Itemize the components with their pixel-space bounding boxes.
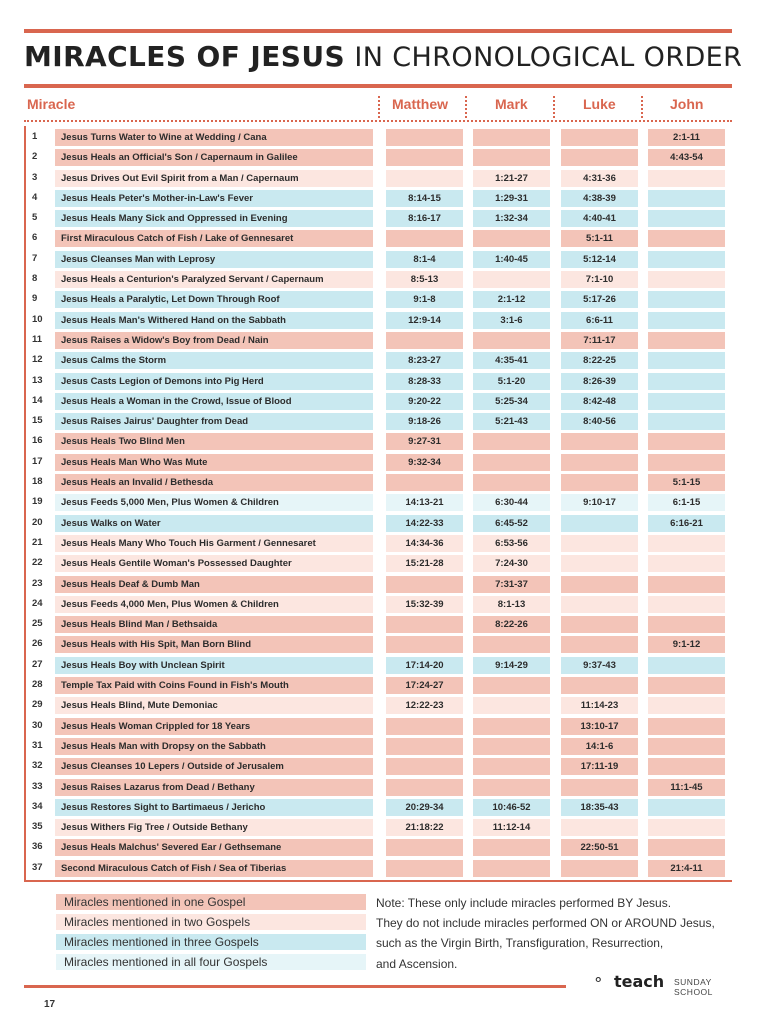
luke-reference: 6:6-11 <box>561 312 638 329</box>
page-title <box>24 40 744 73</box>
row-number: 29 <box>32 699 43 711</box>
table-row <box>24 514 734 534</box>
mark-reference <box>473 271 550 288</box>
john-reference <box>648 616 725 633</box>
row-number: 17 <box>32 455 43 467</box>
mark-reference <box>473 779 550 796</box>
title-underline <box>24 84 732 88</box>
row-number: 20 <box>32 516 43 528</box>
table-row <box>24 676 734 696</box>
mark-reference: 8:22-26 <box>473 616 550 633</box>
john-reference <box>648 576 725 593</box>
matthew-reference: 14:13-21 <box>386 494 463 511</box>
legend-one-gospel: Miracles mentioned in one Gospel <box>56 894 366 910</box>
mark-reference: 5:1-20 <box>473 373 550 390</box>
row-number: 4 <box>32 191 38 203</box>
table-row <box>24 615 734 635</box>
header-luke: Luke <box>583 96 616 112</box>
miracle-name: Jesus Heals Man's Withered Hand on the Sabbath <box>55 312 373 329</box>
table-row <box>24 717 734 737</box>
john-reference: 9:1-12 <box>648 636 725 653</box>
matthew-reference <box>386 149 463 166</box>
luke-reference <box>561 555 638 572</box>
row-number: 32 <box>32 760 43 772</box>
luke-reference <box>561 474 638 491</box>
row-number: 35 <box>32 821 43 833</box>
luke-reference: 8:40-56 <box>561 413 638 430</box>
matthew-reference: 14:22-33 <box>386 515 463 532</box>
row-number: 7 <box>32 252 38 264</box>
header-matthew: Matthew <box>392 96 448 112</box>
luke-reference: 8:26-39 <box>561 373 638 390</box>
luke-reference <box>561 677 638 694</box>
luke-reference: 7:11-17 <box>561 332 638 349</box>
table-row <box>24 209 734 229</box>
row-number: 36 <box>32 841 43 853</box>
row-number: 10 <box>32 313 43 325</box>
john-reference <box>648 555 725 572</box>
matthew-reference: 20:29-34 <box>386 799 463 816</box>
miracle-name: Jesus Heals Gentile Woman's Possessed Daughter <box>55 555 373 572</box>
luke-reference: 8:42-48 <box>561 393 638 410</box>
miracle-name: Jesus Drives Out Evil Spirit from a Man / Capernaum <box>55 170 373 187</box>
miracle-name: Jesus Heals Peter's Mother-in-Law's Fever <box>55 190 373 207</box>
john-reference: 6:16-21 <box>648 515 725 532</box>
header-dotted-rule <box>24 120 732 122</box>
table-row <box>24 351 734 371</box>
john-reference <box>648 230 725 247</box>
mark-reference: 5:21-43 <box>473 413 550 430</box>
matthew-reference: 17:24-27 <box>386 677 463 694</box>
mark-reference: 1:29-31 <box>473 190 550 207</box>
table-row <box>24 635 734 655</box>
john-reference <box>648 738 725 755</box>
matthew-reference <box>386 474 463 491</box>
john-reference: 21:4-11 <box>648 860 725 877</box>
table-row <box>24 493 734 513</box>
luke-reference <box>561 779 638 796</box>
john-reference <box>648 454 725 471</box>
matthew-reference: 21:18:22 <box>386 819 463 836</box>
john-reference <box>648 393 725 410</box>
matthew-reference <box>386 332 463 349</box>
table-row <box>24 818 734 838</box>
miracle-name: Jesus Withers Fig Tree / Outside Bethany <box>55 819 373 836</box>
john-reference <box>648 839 725 856</box>
note <box>376 893 736 974</box>
miracle-name: Jesus Heals Blind, Mute Demoniac <box>55 697 373 714</box>
table-row <box>24 453 734 473</box>
row-number: 12 <box>32 354 43 366</box>
mark-reference <box>473 230 550 247</box>
john-reference <box>648 799 725 816</box>
luke-reference <box>561 576 638 593</box>
row-number: 14 <box>32 394 43 406</box>
table-row <box>24 534 734 554</box>
luke-reference <box>561 636 638 653</box>
table-row <box>24 250 734 270</box>
john-reference: 6:1-15 <box>648 494 725 511</box>
legend-four-gospels: Miracles mentioned in all four Gospels <box>56 954 366 970</box>
luke-reference: 4:40-41 <box>561 210 638 227</box>
luke-reference: 8:22-25 <box>561 352 638 369</box>
miracle-name: Jesus Heals Boy with Unclean Spirit <box>55 657 373 674</box>
row-number: 13 <box>32 374 43 386</box>
luke-reference <box>561 454 638 471</box>
mark-reference <box>473 636 550 653</box>
header-divider <box>378 96 380 118</box>
matthew-reference: 8:28-33 <box>386 373 463 390</box>
mark-reference <box>473 860 550 877</box>
table-row <box>24 432 734 452</box>
mark-reference <box>473 677 550 694</box>
miracle-name: Jesus Heals a Centurion's Paralyzed Servant / Capernaum <box>55 271 373 288</box>
header-john: John <box>670 96 704 112</box>
row-number: 15 <box>32 415 43 427</box>
miracle-name: Jesus Cleanses Man with Leprosy <box>55 251 373 268</box>
row-number: 21 <box>32 536 43 548</box>
mark-reference: 10:46-52 <box>473 799 550 816</box>
row-number: 8 <box>32 273 38 285</box>
matthew-reference <box>386 129 463 146</box>
luke-reference: 22:50-51 <box>561 839 638 856</box>
mark-reference: 1:40-45 <box>473 251 550 268</box>
luke-reference <box>561 596 638 613</box>
miracle-name: Jesus Casts Legion of Demons into Pig Herd <box>55 373 373 390</box>
title-bold: MIRACLES OF JESUS <box>24 40 346 73</box>
luke-reference <box>561 515 638 532</box>
row-number: 16 <box>32 435 43 447</box>
row-number: 26 <box>32 638 43 650</box>
john-reference: 5:1-15 <box>648 474 725 491</box>
table-row <box>24 372 734 392</box>
miracle-name: Jesus Raises Jairus' Daughter from Dead <box>55 413 373 430</box>
header-divider <box>465 96 467 118</box>
miracle-name: Jesus Heals Deaf & Dumb Man <box>55 576 373 593</box>
lightbulb-icon: ⚬ <box>592 972 605 989</box>
miracle-name: Jesus Heals Many Who Touch His Garment / Gennesaret <box>55 535 373 552</box>
matthew-reference: 12:9-14 <box>386 312 463 329</box>
table-row <box>24 412 734 432</box>
footer-rule <box>24 985 566 988</box>
luke-reference: 5:17-26 <box>561 291 638 308</box>
john-reference: 4:43-54 <box>648 149 725 166</box>
miracle-name: Jesus Heals Man with Dropsy on the Sabbath <box>55 738 373 755</box>
table-row <box>24 575 734 595</box>
logo-teach: teach <box>614 972 665 991</box>
row-number: 3 <box>32 171 38 183</box>
note-line: such as the Virgin Birth, Transfiguration, Resurrection, <box>376 936 664 951</box>
row-number: 24 <box>32 597 43 609</box>
luke-reference <box>561 616 638 633</box>
matthew-reference: 14:34-36 <box>386 535 463 552</box>
table-row <box>24 798 734 818</box>
john-reference <box>648 697 725 714</box>
row-number: 19 <box>32 496 43 508</box>
note-line: They do not include miracles performed ON or AROUND Jesus, <box>376 916 715 931</box>
row-number: 11 <box>32 333 43 345</box>
miracle-name: Jesus Heals a Paralytic, Let Down Through Roof <box>55 291 373 308</box>
matthew-reference: 15:21-28 <box>386 555 463 572</box>
table-row <box>24 473 734 493</box>
matthew-reference: 9:20-22 <box>386 393 463 410</box>
miracle-name: Jesus Heals Many Sick and Oppressed in Evening <box>55 210 373 227</box>
table-row <box>24 148 734 168</box>
legend-two-gospels: Miracles mentioned in two Gospels <box>56 914 366 930</box>
table-row <box>24 859 734 879</box>
table-row <box>24 189 734 209</box>
matthew-reference <box>386 718 463 735</box>
header-miracle: Miracle <box>27 96 76 112</box>
mark-reference <box>473 433 550 450</box>
matthew-reference <box>386 230 463 247</box>
teach-logo <box>592 970 742 997</box>
luke-reference: 14:1-6 <box>561 738 638 755</box>
matthew-reference: 8:16-17 <box>386 210 463 227</box>
table-row <box>24 737 734 757</box>
john-reference <box>648 251 725 268</box>
mark-reference: 9:14-29 <box>473 657 550 674</box>
row-number: 1 <box>32 131 38 142</box>
luke-reference <box>561 149 638 166</box>
logo-sunday-school: SUNDAY SCHOOL <box>674 977 713 997</box>
luke-reference: 5:12-14 <box>561 251 638 268</box>
row-number: 28 <box>32 679 43 691</box>
miracle-name: Jesus Heals an Official's Son / Capernaum in Galilee <box>55 149 373 166</box>
matthew-reference <box>386 758 463 775</box>
john-reference <box>648 291 725 308</box>
john-reference <box>648 413 725 430</box>
row-number: 27 <box>32 658 43 670</box>
mark-reference: 6:30-44 <box>473 494 550 511</box>
matthew-reference <box>386 738 463 755</box>
luke-reference: 4:31-36 <box>561 170 638 187</box>
john-reference <box>648 332 725 349</box>
header-divider <box>553 96 555 118</box>
row-number: 23 <box>32 577 43 589</box>
mark-reference <box>473 129 550 146</box>
john-reference <box>648 352 725 369</box>
table-row <box>24 554 734 574</box>
miracle-name: Jesus Turns Water to Wine at Wedding / Cana <box>55 129 373 146</box>
table-row <box>24 595 734 615</box>
luke-reference <box>561 860 638 877</box>
miracle-name: Jesus Heals a Woman in the Crowd, Issue of Blood <box>55 393 373 410</box>
john-reference <box>648 190 725 207</box>
luke-reference <box>561 535 638 552</box>
table-row <box>24 696 734 716</box>
miracle-name: Temple Tax Paid with Coins Found in Fish's Mouth <box>55 677 373 694</box>
table-row <box>24 229 734 249</box>
table-row <box>24 270 734 290</box>
row-number: 30 <box>32 719 43 731</box>
luke-reference: 7:1-10 <box>561 271 638 288</box>
mark-reference: 4:35-41 <box>473 352 550 369</box>
miracle-name: Jesus Walks on Water <box>55 515 373 532</box>
luke-reference <box>561 129 638 146</box>
mark-reference: 6:45-52 <box>473 515 550 532</box>
john-reference <box>648 433 725 450</box>
miracle-name: Jesus Restores Sight to Bartimaeus / Jericho <box>55 799 373 816</box>
john-reference: 2:1-11 <box>648 129 725 146</box>
matthew-reference: 15:32-39 <box>386 596 463 613</box>
matthew-reference <box>386 576 463 593</box>
table-row <box>24 331 734 351</box>
mark-reference: 1:32-34 <box>473 210 550 227</box>
mark-reference: 5:25-34 <box>473 393 550 410</box>
luke-reference: 5:1-11 <box>561 230 638 247</box>
table-row <box>24 778 734 798</box>
matthew-reference: 17:14-20 <box>386 657 463 674</box>
miracle-name: Jesus Heals Two Blind Men <box>55 433 373 450</box>
john-reference <box>648 170 725 187</box>
mark-reference <box>473 332 550 349</box>
mark-reference: 8:1-13 <box>473 596 550 613</box>
matthew-reference <box>386 636 463 653</box>
matthew-reference <box>386 839 463 856</box>
miracle-name: Jesus Heals Man Who Was Mute <box>55 454 373 471</box>
note-line: and Ascension. <box>376 956 458 971</box>
mark-reference <box>473 149 550 166</box>
mark-reference: 3:1-6 <box>473 312 550 329</box>
mark-reference <box>473 474 550 491</box>
row-number: 18 <box>32 476 43 488</box>
miracle-name: Jesus Raises a Widow's Boy from Dead / Nain <box>55 332 373 349</box>
john-reference <box>648 271 725 288</box>
john-reference: 11:1-45 <box>648 779 725 796</box>
table-row <box>24 311 734 331</box>
row-number: 25 <box>32 618 43 630</box>
mark-reference: 6:53-56 <box>473 535 550 552</box>
row-number: 33 <box>32 780 43 792</box>
john-reference <box>648 373 725 390</box>
matthew-reference <box>386 616 463 633</box>
row-number: 2 <box>32 151 38 163</box>
note-line: Note: These only include miracles performed BY Jesus. <box>376 896 672 910</box>
miracle-name: Jesus Heals Malchus' Severed Ear / Gethsemane <box>55 839 373 856</box>
legend-three-gospels: Miracles mentioned in three Gospels <box>56 934 366 950</box>
matthew-reference: 8:5-13 <box>386 271 463 288</box>
mark-reference <box>473 758 550 775</box>
john-reference <box>648 677 725 694</box>
mark-reference: 11:12-14 <box>473 819 550 836</box>
miracle-name: First Miraculous Catch of Fish / Lake of Gennesaret <box>55 230 373 247</box>
matthew-reference: 9:1-8 <box>386 291 463 308</box>
row-number: 22 <box>32 557 43 569</box>
matthew-reference: 8:1-4 <box>386 251 463 268</box>
table-row <box>24 169 734 189</box>
luke-reference <box>561 433 638 450</box>
miracle-name: Second Miraculous Catch of Fish / Sea of Tiberias <box>55 860 373 877</box>
miracle-name: Jesus Calms the Storm <box>55 352 373 369</box>
mark-reference: 1:21-27 <box>473 170 550 187</box>
matthew-reference: 12:22-23 <box>386 697 463 714</box>
row-number: 37 <box>32 861 43 873</box>
row-number: 9 <box>32 293 38 305</box>
miracle-name: Jesus Cleanses 10 Lepers / Outside of Jerusalem <box>55 758 373 775</box>
header-mark: Mark <box>495 96 528 112</box>
row-number: 6 <box>32 232 38 244</box>
mark-reference <box>473 697 550 714</box>
miracle-name: Jesus Heals Blind Man / Bethsaida <box>55 616 373 633</box>
john-reference <box>648 312 725 329</box>
mark-reference: 7:31-37 <box>473 576 550 593</box>
luke-reference <box>561 819 638 836</box>
matthew-reference: 8:14-15 <box>386 190 463 207</box>
john-reference <box>648 535 725 552</box>
mark-reference <box>473 718 550 735</box>
john-reference <box>648 718 725 735</box>
mark-reference <box>473 839 550 856</box>
table-row <box>24 838 734 858</box>
luke-reference: 18:35-43 <box>561 799 638 816</box>
table-row <box>24 392 734 412</box>
luke-reference: 9:10-17 <box>561 494 638 511</box>
luke-reference: 4:38-39 <box>561 190 638 207</box>
page-number: 17 <box>44 999 56 1010</box>
header-divider <box>641 96 643 118</box>
luke-reference: 9:37-43 <box>561 657 638 674</box>
luke-reference: 17:11-19 <box>561 758 638 775</box>
luke-reference: 13:10-17 <box>561 718 638 735</box>
john-reference <box>648 210 725 227</box>
matthew-reference <box>386 170 463 187</box>
luke-reference: 11:14-23 <box>561 697 638 714</box>
title-light: IN CHRONOLOGICAL ORDER <box>354 42 743 73</box>
top-rule <box>24 29 732 33</box>
miracle-name: Jesus Feeds 5,000 Men, Plus Women & Children <box>55 494 373 511</box>
matthew-reference <box>386 779 463 796</box>
row-number: 34 <box>32 800 43 812</box>
mark-reference: 7:24-30 <box>473 555 550 572</box>
john-reference <box>648 596 725 613</box>
miracle-name: Jesus Heals Woman Crippled for 18 Years <box>55 718 373 735</box>
mark-reference <box>473 454 550 471</box>
matthew-reference: 9:27-31 <box>386 433 463 450</box>
matthew-reference: 8:23-27 <box>386 352 463 369</box>
matthew-reference: 9:18-26 <box>386 413 463 430</box>
table-bottom-rule <box>24 880 732 882</box>
miracle-name: Jesus Heals with His Spit, Man Born Blind <box>55 636 373 653</box>
table-row <box>24 656 734 676</box>
table-row <box>24 757 734 777</box>
miracles-table <box>24 128 734 879</box>
table-row <box>24 128 734 148</box>
miracle-name: Jesus Feeds 4,000 Men, Plus Women & Children <box>55 596 373 613</box>
mark-reference <box>473 738 550 755</box>
john-reference <box>648 657 725 674</box>
miracle-name: Jesus Raises Lazarus from Dead / Bethany <box>55 779 373 796</box>
table-row <box>24 290 734 310</box>
john-reference <box>648 758 725 775</box>
row-number: 31 <box>32 739 43 751</box>
matthew-reference: 9:32-34 <box>386 454 463 471</box>
miracle-name: Jesus Heals an Invalid / Bethesda <box>55 474 373 491</box>
matthew-reference <box>386 860 463 877</box>
mark-reference: 2:1-12 <box>473 291 550 308</box>
john-reference <box>648 819 725 836</box>
row-number: 5 <box>32 212 38 224</box>
